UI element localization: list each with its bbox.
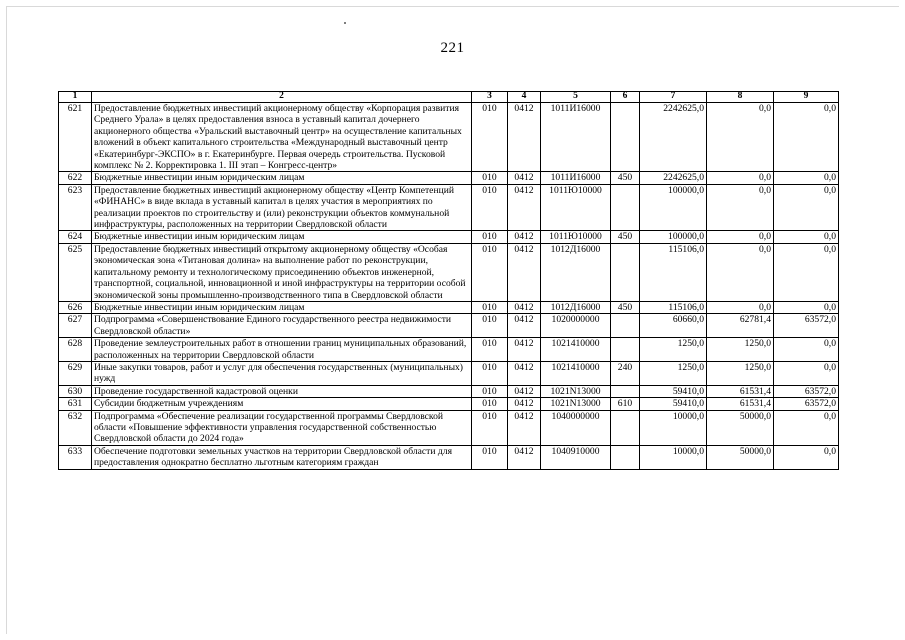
row-code-target: 1040910000 xyxy=(541,445,611,469)
row-code-expense-type: 450 xyxy=(611,172,640,184)
row-code-ministry: 010 xyxy=(472,445,508,469)
row-code-expense-type xyxy=(611,243,640,301)
row-description: Бюджетные инвестиции иным юридическим лицам xyxy=(92,231,472,243)
row-code-ministry: 010 xyxy=(472,184,508,231)
row-amount-year3: 63572,0 xyxy=(774,398,839,410)
row-amount-year1: 2242625,0 xyxy=(640,172,707,184)
row-description: Подпрограмма «Обеспечение реализации государственной программы Свердловской области «Повышение эффективности управления государственной собственностью Свердловской области до 2024 года» xyxy=(92,410,472,445)
row-amount-year2: 62781,4 xyxy=(707,314,774,338)
row-amount-year3: 0,0 xyxy=(774,172,839,184)
row-code-target: 1012Д16000 xyxy=(541,243,611,301)
row-code-section: 0412 xyxy=(508,361,541,385)
table-row xyxy=(59,385,839,397)
table-row xyxy=(59,338,839,362)
row-amount-year1: 100000,0 xyxy=(640,231,707,243)
row-code-ministry: 010 xyxy=(472,410,508,445)
row-amount-year1: 115106,0 xyxy=(640,243,707,301)
row-number: 626 xyxy=(59,301,92,313)
row-code-target: 1021410000 xyxy=(541,338,611,362)
row-amount-year2: 0,0 xyxy=(707,172,774,184)
row-code-target: 1011И16000 xyxy=(541,103,611,172)
row-number: 631 xyxy=(59,398,92,410)
row-amount-year2: 0,0 xyxy=(707,243,774,301)
table-body xyxy=(59,103,839,470)
row-code-section: 0412 xyxy=(508,410,541,445)
row-code-section: 0412 xyxy=(508,301,541,313)
row-description: Иные закупки товаров, работ и услуг для обеспечения государственных (муниципальных) нужд xyxy=(92,361,472,385)
row-code-expense-type xyxy=(611,338,640,362)
row-amount-year2: 50000,0 xyxy=(707,445,774,469)
row-code-section: 0412 xyxy=(508,103,541,172)
row-code-section: 0412 xyxy=(508,385,541,397)
table-row xyxy=(59,410,839,445)
row-amount-year3: 63572,0 xyxy=(774,314,839,338)
row-amount-year3: 0,0 xyxy=(774,243,839,301)
row-code-ministry: 010 xyxy=(472,398,508,410)
col-header-3: 3 xyxy=(472,92,508,103)
row-number: 621 xyxy=(59,103,92,172)
row-amount-year1: 100000,0 xyxy=(640,184,707,231)
table-row xyxy=(59,398,839,410)
row-number: 633 xyxy=(59,445,92,469)
row-amount-year3: 0,0 xyxy=(774,231,839,243)
row-amount-year1: 1250,0 xyxy=(640,338,707,362)
row-code-ministry: 010 xyxy=(472,172,508,184)
row-description: Подпрограмма «Совершенствование Единого государственного реестра недвижимости Свердловской области» xyxy=(92,314,472,338)
row-code-section: 0412 xyxy=(508,445,541,469)
row-number: 625 xyxy=(59,243,92,301)
row-amount-year2: 0,0 xyxy=(707,184,774,231)
row-code-section: 0412 xyxy=(508,398,541,410)
row-amount-year1: 60660,0 xyxy=(640,314,707,338)
table-row xyxy=(59,445,839,469)
row-code-expense-type: 240 xyxy=(611,361,640,385)
row-code-ministry: 010 xyxy=(472,243,508,301)
row-code-target: 1020000000 xyxy=(541,314,611,338)
col-header-1: 1 xyxy=(59,92,92,103)
row-amount-year1: 2242625,0 xyxy=(640,103,707,172)
row-description: Предоставление бюджетных инвестиций акционерному обществу «Корпорация развития Среднего Урала» в целях предоставления взноса в уставный капитал дочернего акционерного общества «Уральский выставочный центр» на осуществление капитальных вложений в объект капитального строительства «Международный выставочный центр «Екатеринбург-ЭКСПО» в г. Екатеринбурге. Первая очередь строительства. Пусковой комплекс № 2. Корректировка 1. III этап – Конгресс-центр» xyxy=(92,103,472,172)
row-amount-year1: 115106,0 xyxy=(640,301,707,313)
table-row xyxy=(59,361,839,385)
budget-table xyxy=(58,91,839,470)
row-number: 629 xyxy=(59,361,92,385)
row-code-expense-type: 450 xyxy=(611,301,640,313)
row-amount-year3: 0,0 xyxy=(774,338,839,362)
row-code-ministry: 010 xyxy=(472,301,508,313)
row-code-target: 1021N13000 xyxy=(541,398,611,410)
row-amount-year3: 0,0 xyxy=(774,410,839,445)
row-amount-year1: 59410,0 xyxy=(640,385,707,397)
row-code-expense-type: 610 xyxy=(611,398,640,410)
row-code-expense-type xyxy=(611,184,640,231)
row-code-target: 1011Ю10000 xyxy=(541,231,611,243)
row-code-target: 1012Д16000 xyxy=(541,301,611,313)
row-code-ministry: 010 xyxy=(472,314,508,338)
col-header-8: 8 xyxy=(707,92,774,103)
row-code-expense-type xyxy=(611,385,640,397)
row-description: Проведение государственной кадастровой оценки xyxy=(92,385,472,397)
row-number: 628 xyxy=(59,338,92,362)
row-code-expense-type xyxy=(611,314,640,338)
row-number: 622 xyxy=(59,172,92,184)
row-code-target: 1011Ю10000 xyxy=(541,184,611,231)
row-code-target: 1040000000 xyxy=(541,410,611,445)
row-amount-year3: 0,0 xyxy=(774,103,839,172)
row-code-target: 1021410000 xyxy=(541,361,611,385)
row-amount-year1: 10000,0 xyxy=(640,445,707,469)
row-description: Предоставление бюджетных инвестиций акционерному обществу «Центр Компетенций «ФИНАНС» в виде вклада в уставный капитал в целях участия в мероприятиях по реализации проектов по строительству и (или) реконструкции объектов коммунальной инфраструктуры, расположенных на территории Свердловской области xyxy=(92,184,472,231)
row-code-ministry: 010 xyxy=(472,338,508,362)
row-number: 623 xyxy=(59,184,92,231)
row-code-expense-type xyxy=(611,103,640,172)
row-description: Субсидии бюджетным учреждениям xyxy=(92,398,472,410)
row-code-target: 1011И16000 xyxy=(541,172,611,184)
col-header-7: 7 xyxy=(640,92,707,103)
row-description: Проведение землеустроительных работ в отношении границ муниципальных образований, расположенных на территории Свердловской области xyxy=(92,338,472,362)
row-code-section: 0412 xyxy=(508,314,541,338)
row-number: 630 xyxy=(59,385,92,397)
row-amount-year2: 61531,4 xyxy=(707,398,774,410)
row-code-section: 0412 xyxy=(508,338,541,362)
table-row xyxy=(59,103,839,172)
row-code-expense-type: 450 xyxy=(611,231,640,243)
row-description: Обеспечение подготовки земельных участков на территории Свердловской области для предоставления однократно бесплатно льготным категориям граждан xyxy=(92,445,472,469)
row-code-ministry: 010 xyxy=(472,361,508,385)
row-code-ministry: 010 xyxy=(472,231,508,243)
row-amount-year1: 59410,0 xyxy=(640,398,707,410)
row-number: 627 xyxy=(59,314,92,338)
table-row xyxy=(59,184,839,231)
table-row xyxy=(59,243,839,301)
row-amount-year3: 0,0 xyxy=(774,184,839,231)
row-amount-year3: 0,0 xyxy=(774,301,839,313)
col-header-2: 2 xyxy=(92,92,472,103)
col-header-9: 9 xyxy=(774,92,839,103)
col-header-5: 5 xyxy=(541,92,611,103)
row-amount-year3: 0,0 xyxy=(774,361,839,385)
row-amount-year2: 0,0 xyxy=(707,103,774,172)
row-amount-year2: 0,0 xyxy=(707,301,774,313)
row-amount-year3: 63572,0 xyxy=(774,385,839,397)
row-number: 632 xyxy=(59,410,92,445)
col-header-4: 4 xyxy=(508,92,541,103)
row-amount-year3: 0,0 xyxy=(774,445,839,469)
row-amount-year1: 10000,0 xyxy=(640,410,707,445)
row-amount-year2: 50000,0 xyxy=(707,410,774,445)
row-amount-year2: 0,0 xyxy=(707,231,774,243)
table-row xyxy=(59,231,839,243)
table-row xyxy=(59,314,839,338)
row-description: Предоставление бюджетных инвестиций открытому акционерному обществу «Особая экономическая зона «Титановая долина» на выполнение работ по реконструкции, капитальному ремонту и технологическому присоединению объектов инженерной, транспортной, социальной, инновационной и иной инфраструктуры на территории особой экономической зоны промышленно-производственного типа в Свердловской области xyxy=(92,243,472,301)
row-code-section: 0412 xyxy=(508,184,541,231)
row-code-section: 0412 xyxy=(508,172,541,184)
row-code-expense-type xyxy=(611,445,640,469)
col-header-6: 6 xyxy=(611,92,640,103)
row-code-expense-type xyxy=(611,410,640,445)
row-code-section: 0412 xyxy=(508,243,541,301)
row-code-target: 1021N13000 xyxy=(541,385,611,397)
row-amount-year2: 61531,4 xyxy=(707,385,774,397)
table-row xyxy=(59,172,839,184)
row-code-ministry: 010 xyxy=(472,103,508,172)
row-amount-year1: 1250,0 xyxy=(640,361,707,385)
row-number: 624 xyxy=(59,231,92,243)
page-number: 221 xyxy=(440,40,465,56)
row-code-ministry: 010 xyxy=(472,385,508,397)
row-description: Бюджетные инвестиции иным юридическим лицам xyxy=(92,301,472,313)
row-amount-year2: 1250,0 xyxy=(707,361,774,385)
table-row xyxy=(59,301,839,313)
header-row xyxy=(59,92,839,103)
row-code-section: 0412 xyxy=(508,231,541,243)
row-amount-year2: 1250,0 xyxy=(707,338,774,362)
scan-speck xyxy=(344,22,346,24)
row-description: Бюджетные инвестиции иным юридическим лицам xyxy=(92,172,472,184)
